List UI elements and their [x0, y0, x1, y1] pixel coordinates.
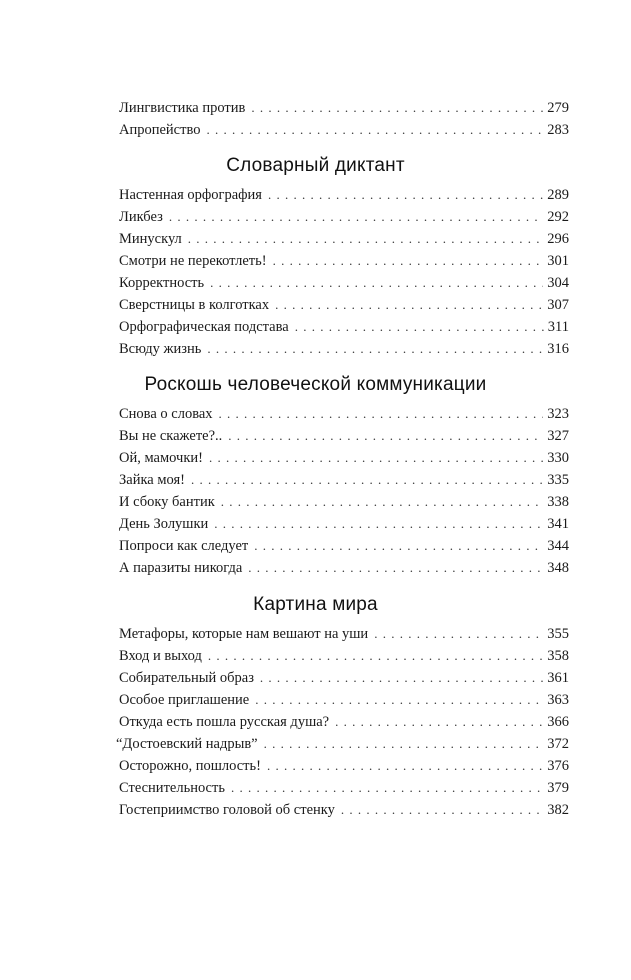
toc-entry-title: Ой, мамочки! [119, 450, 203, 466]
toc-entry-title: Зайка моя! [119, 472, 185, 488]
toc-entry-title: А паразиты никогда [119, 560, 243, 576]
toc-entry-page: 283 [547, 122, 569, 138]
toc-entry-title: Всюду жизнь [119, 341, 202, 357]
toc-entry-page: 311 [547, 319, 569, 335]
toc-entry-title: Вход и выход [119, 648, 202, 664]
toc-dot-leader [255, 689, 543, 711]
toc-entry-page: 363 [547, 692, 569, 708]
toc-entry-page: 338 [547, 494, 569, 510]
toc-entry-page: 348 [547, 560, 569, 576]
toc-entry-page: 296 [547, 231, 569, 247]
toc-entry-title: Орфографическая подстава [119, 319, 289, 335]
toc-entry-page: 301 [547, 253, 569, 269]
toc-dot-leader [335, 711, 543, 733]
toc-entry-page: 361 [547, 670, 569, 686]
toc-entry-title: Сверстницы в колготках [119, 297, 270, 313]
toc-entry-title: “Достоевский надрыв” [116, 736, 258, 752]
toc-entry [119, 206, 569, 228]
toc-entry [119, 777, 569, 799]
toc-entry-title: Корректность [119, 275, 205, 291]
toc-dot-leader [206, 119, 543, 141]
toc-entry-page: 366 [547, 714, 569, 730]
toc-dot-leader [210, 272, 543, 294]
toc-entry-page: 330 [547, 450, 569, 466]
toc-dot-leader [228, 425, 543, 447]
toc-entry-title: Лингвистика против [119, 100, 246, 116]
toc-dot-leader [264, 733, 544, 755]
toc-entry-title: Откуда есть пошла русская душа? [119, 714, 330, 730]
toc-entry-title: Метафоры, которые нам вешают на уши [119, 626, 369, 642]
toc-entry-title: Стеснительность [119, 780, 225, 796]
toc-entry [119, 294, 569, 316]
toc-entry-page: 323 [547, 406, 569, 422]
toc-entry-page: 341 [547, 516, 569, 532]
toc-dot-leader [295, 316, 544, 338]
toc-entry-title: Настенная орфография [119, 187, 262, 203]
toc-dot-leader [275, 294, 543, 316]
toc-entry [119, 491, 569, 513]
toc-entry [119, 799, 569, 821]
toc-entry-title: Ликбез [119, 209, 163, 225]
toc-dot-leader [219, 403, 544, 425]
toc-entry [119, 535, 569, 557]
toc-entry-page: 307 [547, 297, 569, 313]
toc-entry-page: 379 [547, 780, 569, 796]
toc-entry-page: 289 [547, 187, 569, 203]
toc-entry-page: 344 [547, 538, 569, 554]
toc-entry-page: 327 [547, 428, 569, 444]
toc-entry-title: Гостеприимство головой об стенку [119, 802, 335, 818]
toc-dot-leader [268, 184, 543, 206]
toc-dot-leader [221, 491, 543, 513]
toc-dot-leader [341, 799, 543, 821]
toc-dot-leader [251, 97, 543, 119]
section-heading: Словарный диктант [226, 155, 405, 176]
toc-entry-page: 335 [547, 472, 569, 488]
toc-entry [119, 623, 569, 645]
toc-entry-title: Минускул [119, 231, 182, 247]
toc-entry-title: Попроси как следует [119, 538, 249, 554]
toc-dot-leader [214, 513, 543, 535]
toc-entry-title: День Золушки [119, 516, 209, 532]
toc-entry-title: Апропейство [119, 122, 201, 138]
toc-dot-leader [273, 250, 544, 272]
toc-entry-title: Снова о словах [119, 406, 213, 422]
toc-entry [119, 447, 569, 469]
toc-entry-title: И сбоку бантик [119, 494, 215, 510]
toc-entry [119, 403, 569, 425]
toc-dot-leader [188, 228, 543, 250]
toc-entry [119, 228, 569, 250]
toc-entry [119, 119, 569, 141]
toc-entry-title: Осторожно, пошлость! [119, 758, 261, 774]
toc-entry-page: 358 [547, 648, 569, 664]
toc-entry [119, 338, 569, 360]
section-heading: Роскошь человеческой коммуникации [144, 374, 487, 395]
toc-entry-title: Особое приглашение [119, 692, 250, 708]
toc-entry-page: 304 [547, 275, 569, 291]
toc-dot-leader [254, 535, 543, 557]
toc-dot-leader [208, 645, 543, 667]
toc-entry [119, 97, 569, 119]
toc-entry-page: 316 [547, 341, 569, 357]
toc-dot-leader [207, 338, 543, 360]
toc-entry [119, 272, 569, 294]
toc-entry [116, 733, 569, 755]
toc-entry [119, 513, 569, 535]
toc-entry-page: 376 [547, 758, 569, 774]
toc-entry-title: Вы не скажете?.. [119, 428, 223, 444]
toc-entry-title: Смотри не перекотлеть! [119, 253, 267, 269]
toc-entry [119, 425, 569, 447]
toc-entry [119, 469, 569, 491]
toc-entry-title: Собирательный образ [119, 670, 254, 686]
section-heading: Картина мира [253, 594, 378, 615]
toc-dot-leader [231, 777, 543, 799]
toc-dot-leader [209, 447, 543, 469]
toc-entry [119, 557, 569, 579]
toc-entry [119, 755, 569, 777]
toc-entry [119, 689, 569, 711]
toc-entry [119, 316, 569, 338]
toc-dot-leader [191, 469, 543, 491]
toc-dot-leader [248, 557, 543, 579]
toc-entry-page: 279 [547, 100, 569, 116]
toc-dot-leader [267, 755, 543, 777]
toc-entry [119, 667, 569, 689]
toc-entry [119, 711, 569, 733]
toc-dot-leader [260, 667, 543, 689]
toc-entry-page: 355 [547, 626, 569, 642]
toc-entry-page: 292 [547, 209, 569, 225]
toc-entry [119, 645, 569, 667]
toc-entry-page: 372 [547, 736, 569, 752]
toc-entry [119, 250, 569, 272]
toc-dot-leader [374, 623, 543, 645]
toc-entry [119, 184, 569, 206]
toc-entry-page: 382 [547, 802, 569, 818]
toc-dot-leader [169, 206, 543, 228]
